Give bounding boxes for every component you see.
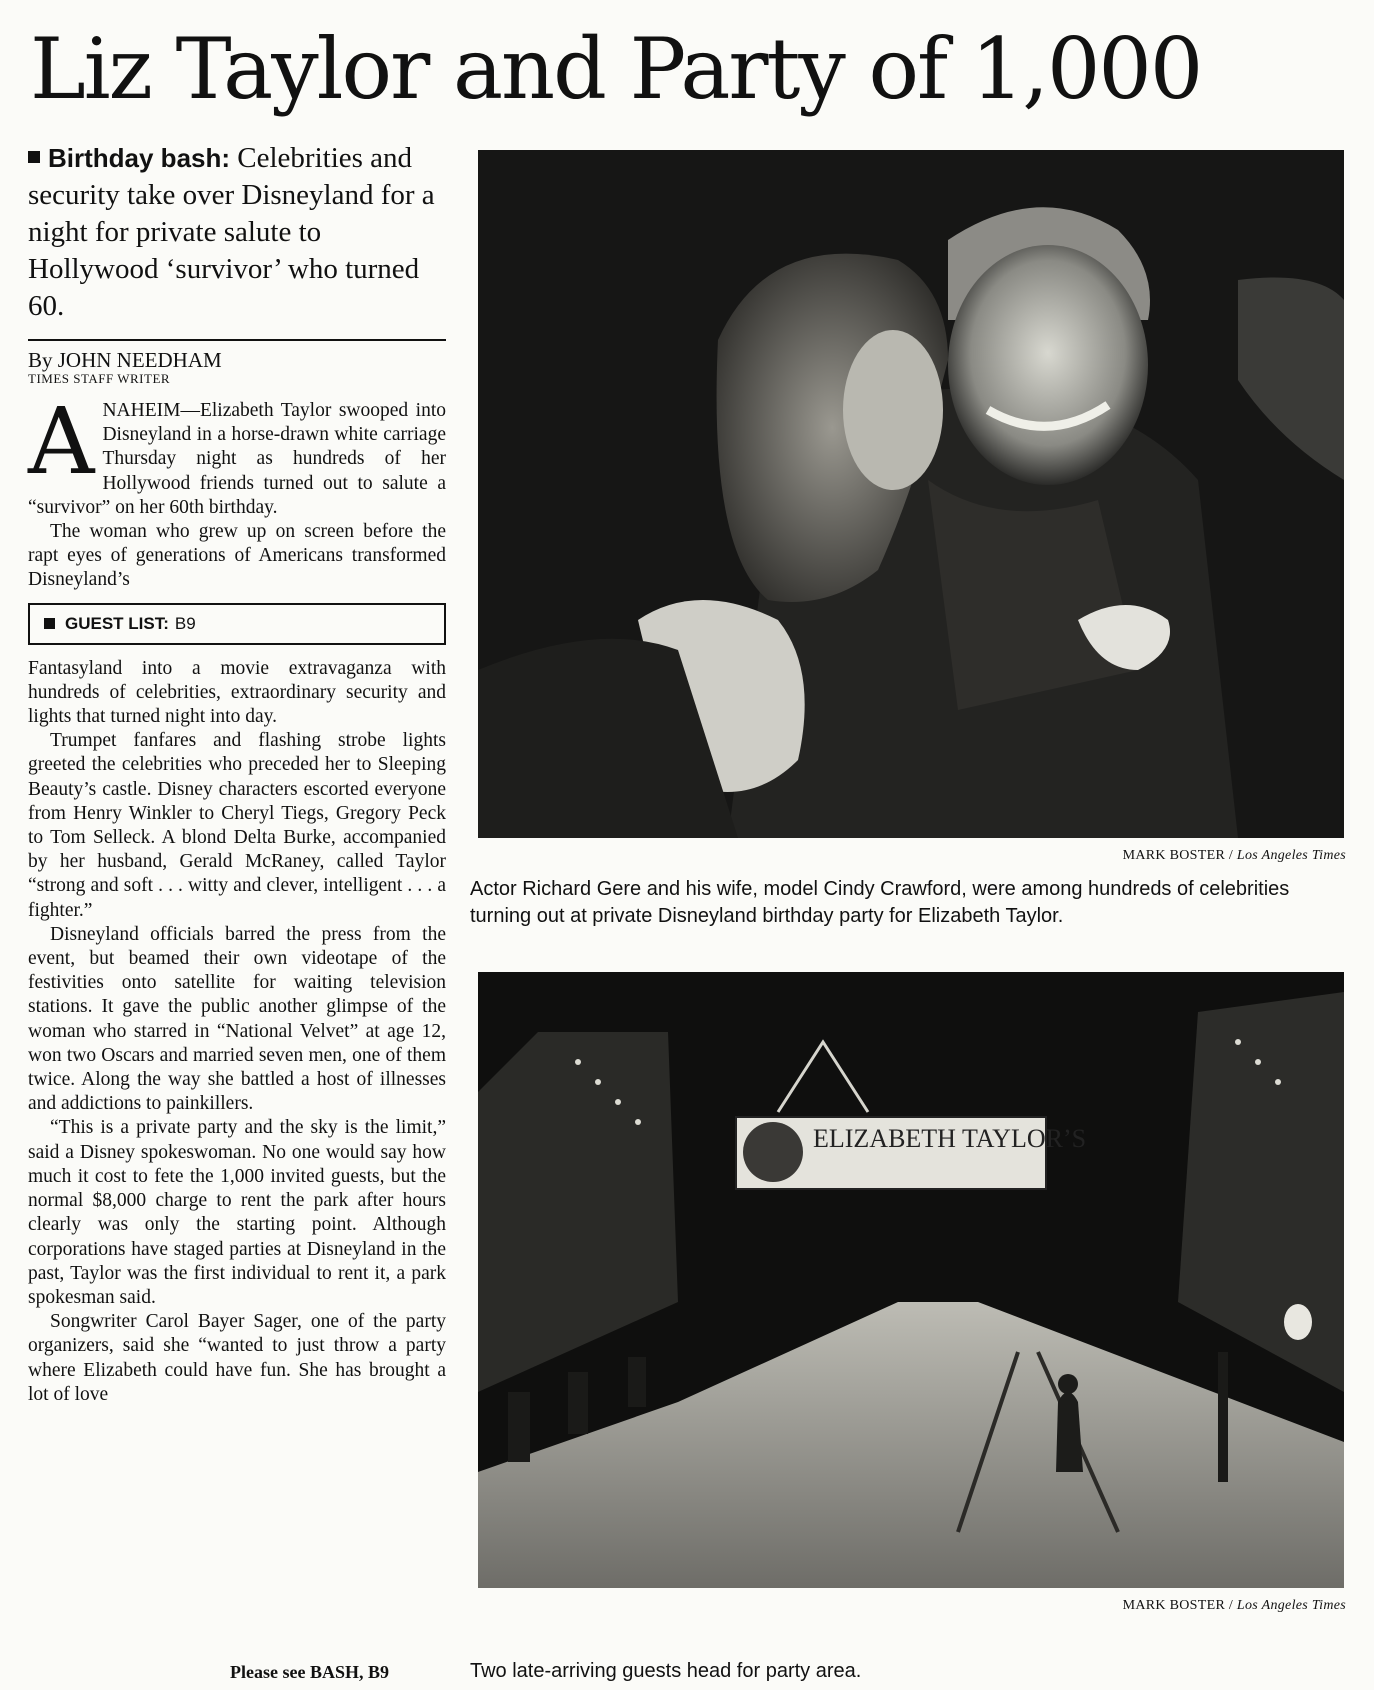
guest-list-box[interactable] — [28, 603, 446, 645]
deck-kicker: Birthday bash: — [48, 143, 231, 173]
photo-caption: Two late-arriving guests head for party area. — [470, 1660, 862, 1682]
byline: By JOHN NEEDHAM — [28, 348, 222, 372]
credit-separator: / — [1228, 1598, 1234, 1613]
photo-couple — [478, 150, 1344, 838]
lead-paragraph — [28, 388, 446, 520]
photo-main-street-image — [478, 972, 1344, 1588]
guest-list-page: B9 — [174, 613, 196, 633]
photo-caption: Actor Richard Gere and his wife, model Cindy Crawford, were among hundreds of celebrities turning out at private Disneyland birthday party for Elizabeth Taylor. — [470, 878, 1290, 927]
paragraph: Trumpet fanfares and flashing strobe lights greeted the celebrities who preceded her to Sleeping Beauty’s castle. Disney characters escorted everyone from Henry Winkler to Cheryl Tiegs, Gregory Peck to Tom Selleck. A blond Delta Burke, accompanied by her husband, Gerald McRaney, called Taylor “strong and soft . . . witty and clever, intelligent . . . a fighter.” — [28, 730, 446, 921]
jump-line[interactable]: Please see BASH, B9 — [230, 1662, 389, 1682]
paragraph: The woman who grew up on screen before the rapt eyes of generations of Americans transformed Disneyland’s — [28, 521, 446, 591]
photo-main-street — [478, 972, 1344, 1588]
credit-name: MARK BOSTER — [1122, 1598, 1226, 1613]
photo-credit — [1123, 1598, 1346, 1614]
bullet-icon — [28, 151, 40, 163]
headline: Liz Taylor and Party of 1,000 — [30, 20, 1202, 118]
lead-text: NAHEIM—Elizabeth Taylor swooped into Disneyland in a horse-drawn white carriage Thursday night as hundreds of her Hollywood friends turned out to salute a “survivor” on her 60th birthday. — [28, 400, 446, 518]
article-body — [28, 388, 446, 1407]
dropcap: A — [28, 388, 95, 495]
photo-couple-image — [478, 150, 1344, 838]
paragraph: Disneyland officials barred the press from the event, but beamed their own videotape of the festivities onto satellite for waiting television stations. It gave the public another glimpse of the woman who starred in “National Velvet” at age 12, won two Oscars and married seven men, one of them twice. Along the way she battled a host of illnesses and addictions to painkillers. — [28, 923, 446, 1115]
paragraph: “This is a private party and the sky is the limit,” said a Disney spokeswoman. No one would say how much it cost to fete the 1,000 invited guests, but the normal $8,000 charge to rent the park after hours clearly was only the starting point. Although corporations have staged parties at Disneyland in the past, Taylor was the first individual to rent it, a park spokesman said. — [28, 1117, 446, 1308]
credit-separator: / — [1228, 848, 1234, 863]
paragraph: Fantasyland into a movie extravaganza with hundreds of celebrities, extraordinary security and lights that turned night into day. — [28, 657, 446, 728]
guest-list-label: GUEST LIST: — [65, 613, 169, 633]
byline-role: TIMES STAFF WRITER — [28, 371, 171, 386]
deck-text: Celebrities and security take over Disneyland for a night for private salute to Hollywood ‘survivor’ who turned 60. — [28, 142, 435, 322]
article-column — [28, 140, 446, 1407]
deck-rule — [28, 339, 446, 341]
credit-org: Los Angeles Times — [1236, 1598, 1346, 1613]
banner-text: ELIZABETH TAYLOR’S — [813, 1124, 1087, 1153]
deck — [28, 140, 446, 325]
credit-name: MARK BOSTER — [1122, 848, 1226, 863]
paragraph: Songwriter Carol Bayer Sager, one of the party organizers, said she “wanted to just throw a party where Elizabeth could have fun. She has brought a lot of love — [28, 1311, 446, 1405]
photo-credit — [1123, 848, 1346, 864]
bullet-icon — [44, 618, 55, 629]
credit-org: Los Angeles Times — [1236, 848, 1346, 863]
